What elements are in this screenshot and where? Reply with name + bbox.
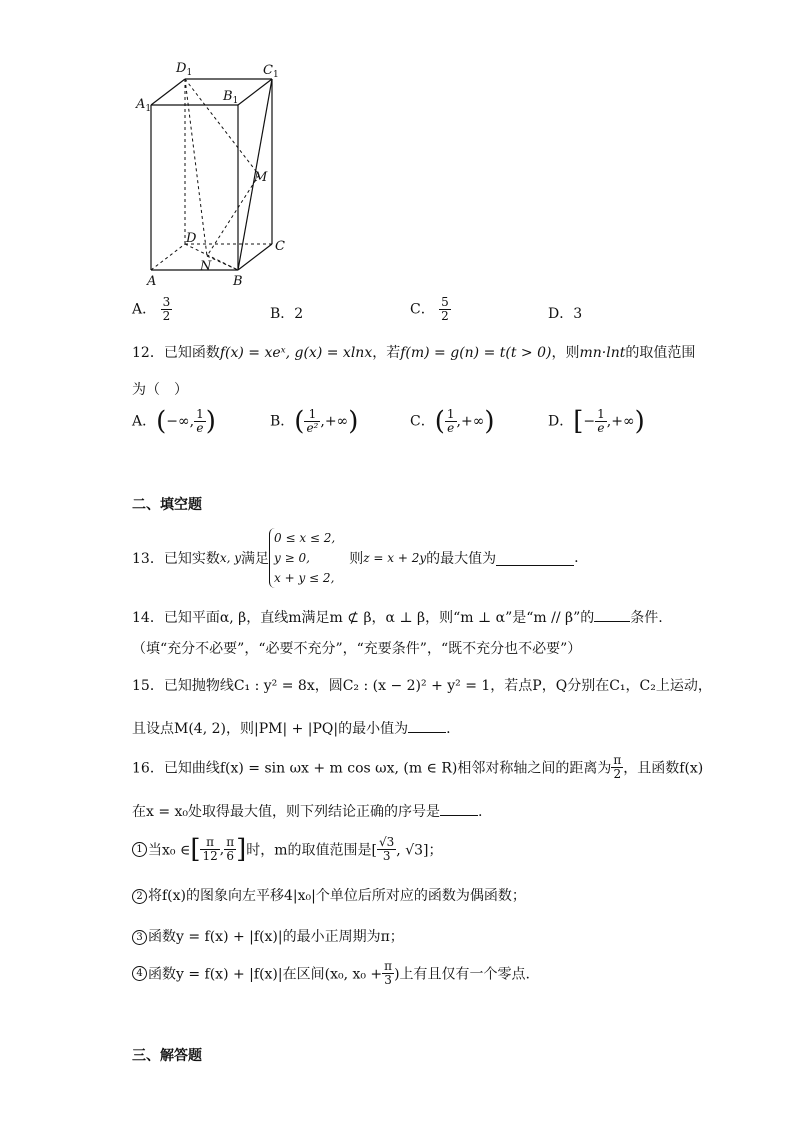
option-label: A． — [132, 413, 157, 430]
q11-option-b[interactable] — [270, 303, 303, 323]
q16-item-3: 3 函数y = f(x) + |f(x)|的最小正周期为π； — [132, 926, 404, 946]
prism-figure — [125, 55, 295, 295]
label-b: B — [233, 274, 243, 289]
label-b1: $B_1$ — [223, 89, 239, 106]
fraction: $\frac{\pi}{3}$ — [384, 959, 393, 987]
answer-blank[interactable] — [496, 551, 574, 566]
fraction: $\frac{1}{e}$ — [446, 407, 455, 435]
q11-option-d[interactable] — [548, 303, 582, 323]
fraction: $\frac{\pi}{2}$ — [613, 753, 622, 781]
option-label: D． — [548, 413, 574, 430]
fraction: $\frac{3}{2}$ — [162, 295, 171, 323]
q16-item-2: 2 将f(x)的图象向左平移4|x₀|个单位后所对应的函数为偶函数； — [132, 885, 526, 905]
option-label: A． — [132, 301, 157, 318]
q16-item-4: 4 函数y = f(x) + |f(x)|在区间(x₀, x₀ + $\frac{\pi}{3}$ )上有且仅有一个零点. — [132, 960, 530, 987]
label-a1: $A_1$ — [136, 97, 152, 114]
label-n: N — [200, 259, 212, 274]
option-label: B． — [270, 306, 295, 322]
q16-line2: 在x = x₀处取得最大值，则下列结论正确的序号是 . — [132, 801, 483, 821]
q12-stem: 12．已知函数f(x) = xeˣ, g(x) = xlnx，若f(m) = g(n) = t(t > 0)，则mn·lnt的取值范围 — [132, 345, 696, 361]
q15-line2: 且设点M(4, 2)，则|PM| + |PQ|的最小值为 . — [132, 718, 451, 738]
option-value: 2 — [294, 306, 304, 322]
q11-option-c[interactable] — [410, 296, 451, 323]
label-c1: $C_1$ — [263, 63, 279, 80]
section-heading-fill-in: 二、填空题 — [132, 497, 202, 513]
label-c: C — [275, 239, 285, 254]
q13: 13．已知实数x, y满足 0 ≤ x ≤ 2, y ≥ 0, x + y ≤ 2, 则z = x + 2y的最大值为 . — [132, 528, 579, 588]
option-value: 3 — [573, 306, 583, 322]
fraction: $\frac{5}{2}$ — [441, 295, 449, 323]
label-d: D — [186, 231, 197, 246]
q14-line2: （填“充分不必要”，“必要不充分”，“充要条件”，“既不充分也不必要”） — [132, 641, 582, 657]
label-a: A — [147, 274, 157, 289]
fraction: $\frac{1}{e}$ — [196, 407, 204, 435]
q14-line1: 14．已知平面α, β，直线m满足m ⊄ β，α ⊥ β，则“m ⊥ α”是“m // β”的 条件. — [132, 607, 663, 627]
fraction: $\frac{\pi}{6}$ — [226, 835, 235, 863]
answer-blank[interactable] — [440, 801, 478, 816]
q12-option-a[interactable]: A．(−∞, $\frac{1}{e}$ ) — [132, 406, 216, 437]
fraction: $\frac{\pi}{12}$ — [202, 835, 218, 863]
section-heading-solutions: 三、解答题 — [132, 1048, 202, 1064]
q16-item-1: 1 当x₀ ∈[ $\frac{\pi}{12}$ , $\frac{\pi}{6}$ ]时，m的取值范围是[ $\frac{√3}{3}$ , √3]； — [132, 836, 443, 863]
option-label: B． — [270, 413, 295, 430]
q16-line1: 16．已知曲线f(x) = sin ωx + m cos ωx, (m ∈ R)相邻对称轴之间的距离为 $\frac{\pi}{2}$ ，且函数f(x) — [132, 753, 704, 781]
q12-option-b[interactable]: B．( $\frac{1}{\text{e²}}$ ,+∞) — [270, 406, 359, 437]
q12-stem-line2: 为（ ） — [132, 382, 188, 398]
q11-option-a[interactable] — [132, 296, 172, 323]
constraint-system: 0 ≤ x ≤ 2, y ≥ 0, x + y ≤ 2, — [269, 528, 335, 588]
q15-line1: 15．已知抛物线C₁ : y² = 8x，圆C₂ : (x − 2)² + y² = 1，若点P，Q分别在C₁，C₂上运动， — [132, 678, 712, 694]
option-label: C． — [410, 301, 435, 318]
q12-option-c[interactable]: C．( $\frac{1}{e}$ ,+∞) — [410, 406, 495, 437]
fraction: $\frac{√3}{3}$ — [379, 835, 395, 863]
answer-blank[interactable] — [594, 607, 630, 622]
label-m: M — [254, 170, 268, 185]
option-label: D． — [548, 306, 574, 322]
fraction: $\frac{1}{e}$ — [597, 407, 605, 435]
option-label: C． — [410, 413, 435, 430]
q12-option-d[interactable]: D．[− $\frac{1}{e}$ ,+∞) — [548, 406, 645, 437]
fraction: $\frac{1}{\text{e²}}$ — [306, 407, 319, 435]
answer-blank[interactable] — [408, 718, 446, 733]
label-d1: $D_1$ — [176, 61, 193, 78]
